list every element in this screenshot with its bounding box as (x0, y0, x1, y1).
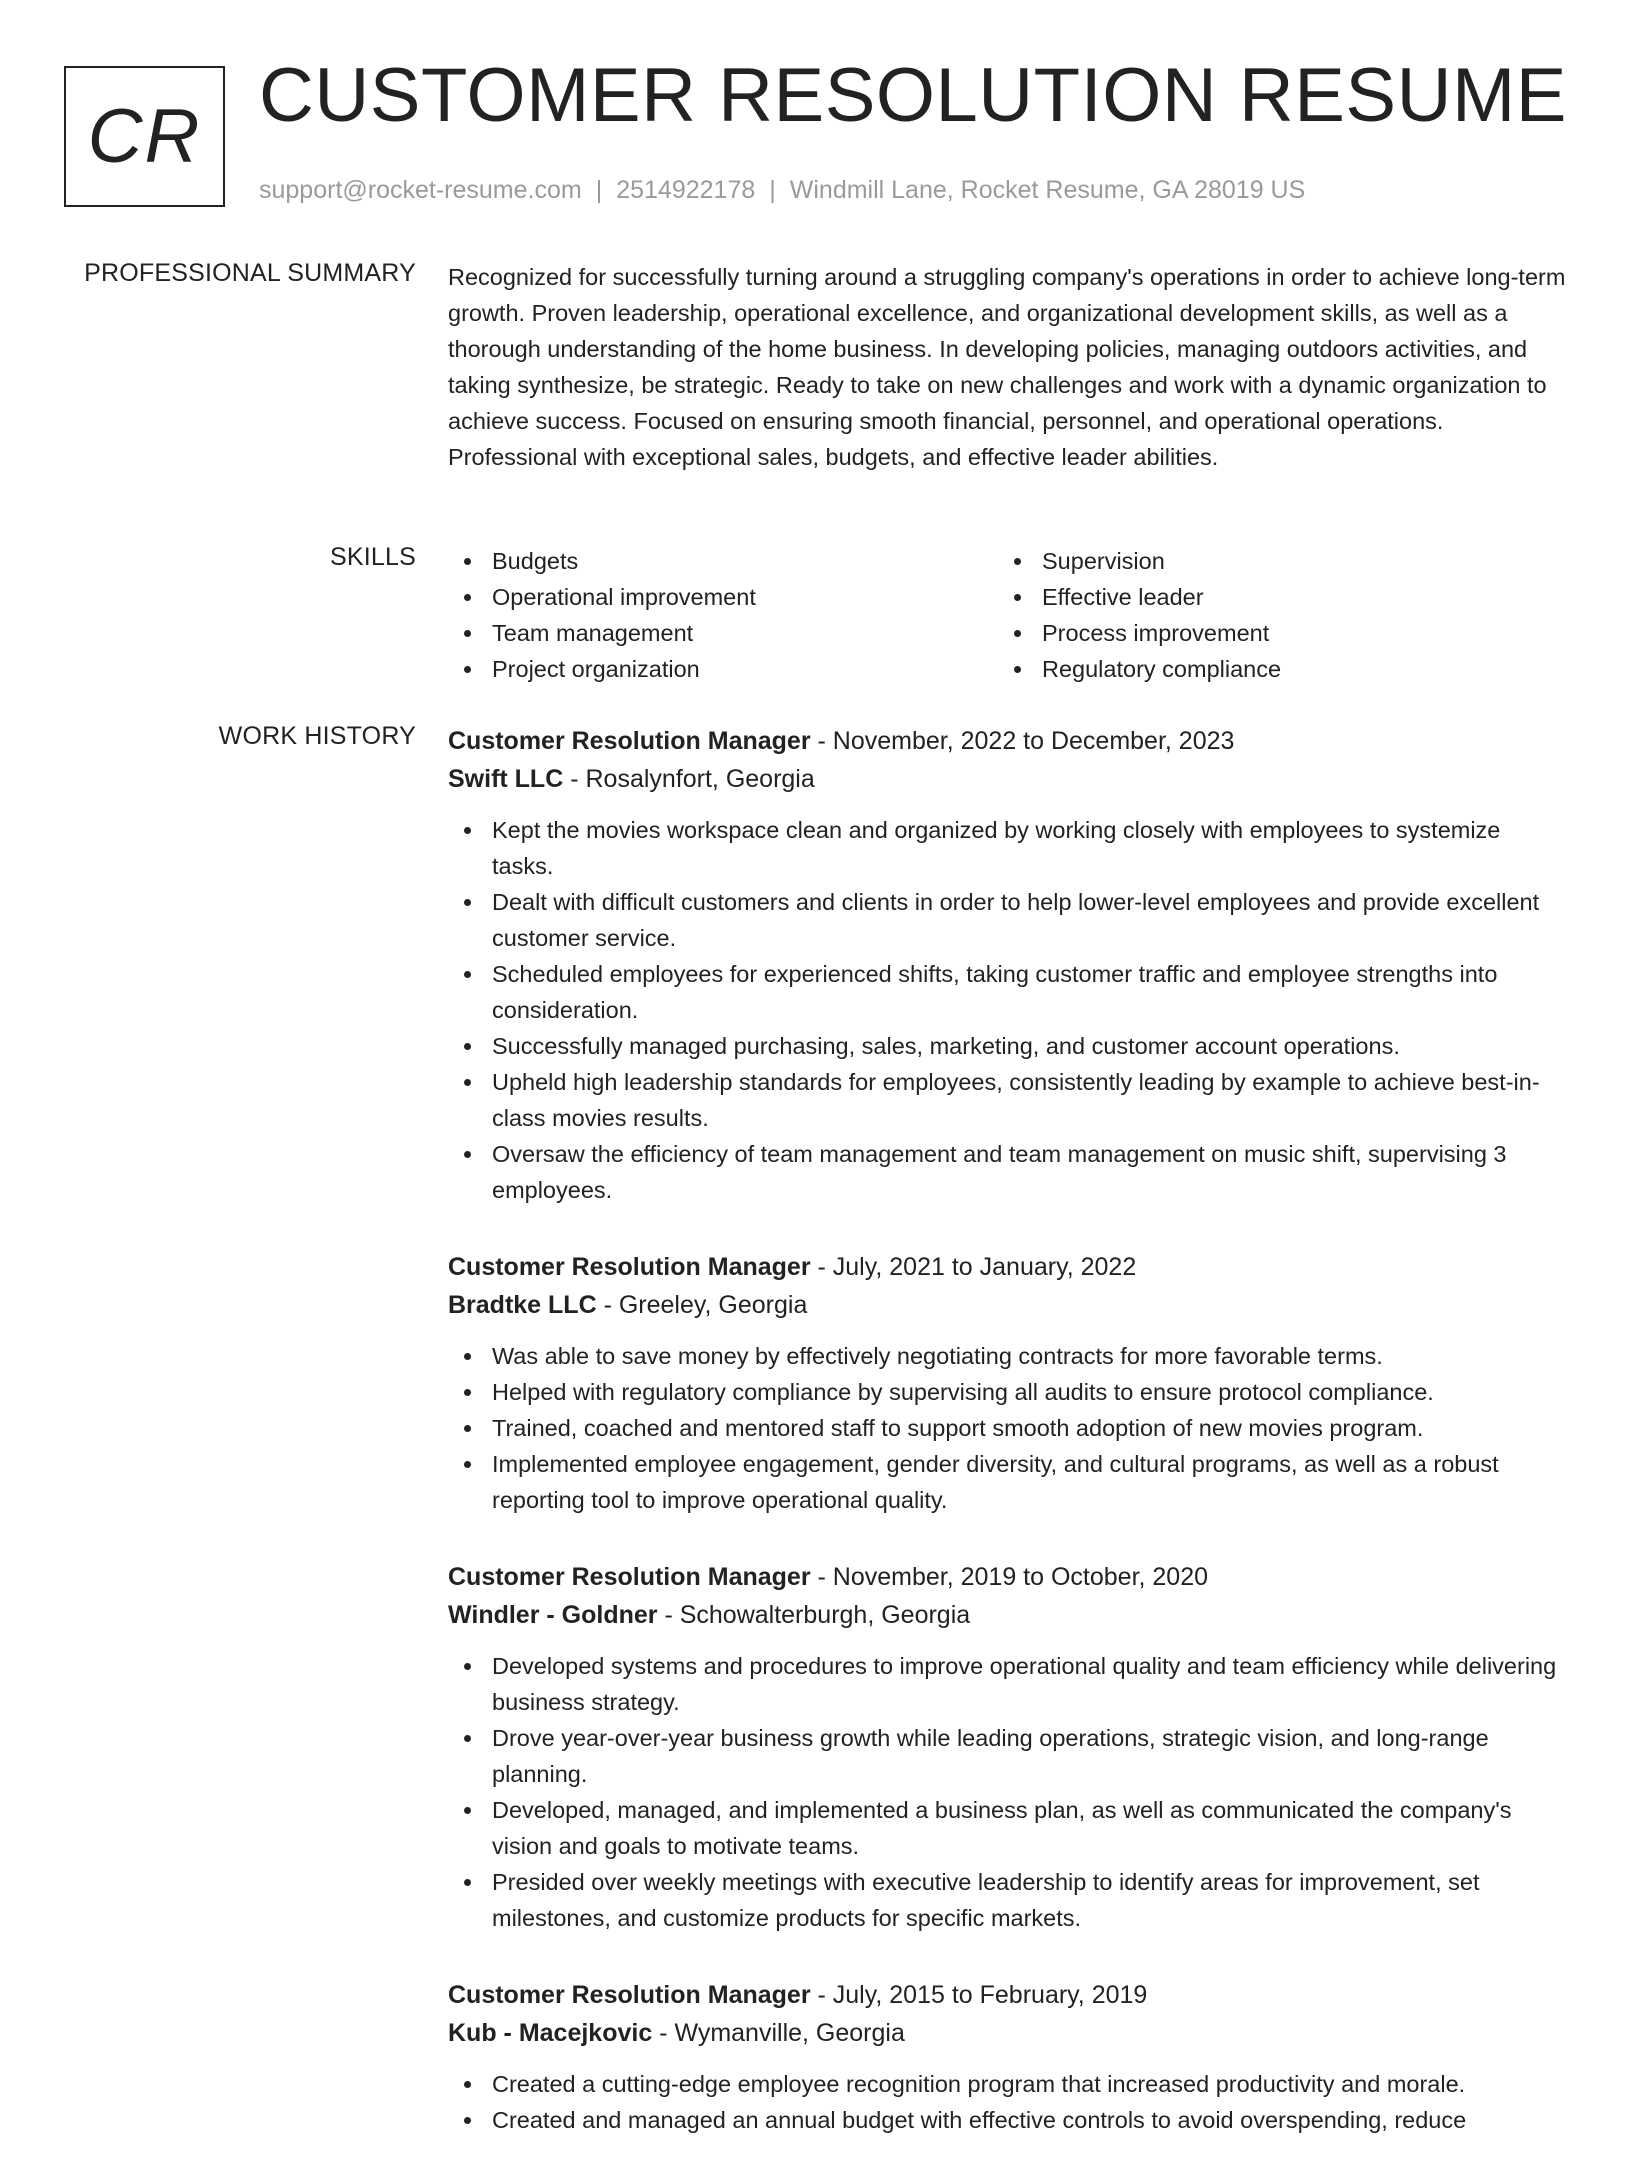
job-bullet: Scheduled employees for experienced shifts, taking customer traffic and employee strengths into consideration. (448, 956, 1566, 1028)
job-bullet: Helped with regulatory compliance by supervising all audits to ensure protocol compliance. (448, 1374, 1566, 1410)
skill-item: Process improvement (998, 615, 1548, 651)
job-bullet: Created and managed an annual budget with effective controls to avoid overspending, reduce (448, 2102, 1566, 2138)
work-history-label: WORK HISTORY (218, 722, 416, 750)
job-bullets (448, 2066, 1566, 2138)
job-dates: - November, 2019 to October, 2020 (810, 1563, 1209, 1591)
job-title: Customer Resolution Manager (448, 1981, 811, 2009)
job-bullet: Developed, managed, and implemented a business plan, as well as communicated the company's vision and goals to motivate teams. (448, 1792, 1566, 1864)
summary-text: Recognized for successfully turning around a struggling company's operations in order to achieve long-term growth. Proven leadership, operational excellence, and organizational development skills, as well as a thorough understanding of the home business. In developing policies, managing outdoors activities, and taking synthesize, be strategic. Ready to take on new challenges and work with a dynamic organization to achieve success. Focused on ensuring smooth financial, personnel, and operational operations. Professional with exceptional sales, budgets, and effective leader abilities. (448, 264, 1566, 470)
skill-item: Project organization (448, 651, 998, 687)
job-company: Swift LLC (448, 765, 564, 793)
job-company-line (448, 1596, 1566, 1634)
job-company-line (448, 760, 1566, 798)
skill-item: Effective leader (998, 579, 1548, 615)
job-dates: - November, 2022 to December, 2023 (810, 727, 1235, 755)
job-bullet: Presided over weekly meetings with executive leadership to identify areas for improvement, set milestones, and customize products for specific markets. (448, 1864, 1566, 1936)
job-location: - Greeley, Georgia (596, 1291, 808, 1319)
skills-column-2 (998, 543, 1548, 687)
job-bullets (448, 1338, 1566, 1518)
job-header (448, 722, 1566, 760)
monogram-logo (64, 66, 225, 207)
job-title: Customer Resolution Manager (448, 727, 811, 755)
job-bullets (448, 812, 1566, 1208)
job-entry (448, 1558, 1566, 1936)
job-bullets (448, 1648, 1566, 1936)
work-history-body (448, 722, 1566, 2178)
job-entry (448, 1248, 1566, 1518)
resume-name: CUSTOMER RESOLUTION RESUME (259, 53, 1567, 138)
job-bullet: Trained, coached and mentored staff to support smooth adoption of new movies program. (448, 1410, 1566, 1446)
job-bullet: Kept the movies workspace clean and organized by working closely with employees to systemize tasks. (448, 812, 1566, 884)
contact-address: Windmill Lane, Rocket Resume, GA 28019 US (789, 176, 1306, 204)
job-location: - Wymanville, Georgia (652, 2019, 905, 2047)
contact-line (259, 176, 1305, 205)
contact-phone: 2514922178 (616, 176, 756, 204)
job-header (448, 1976, 1566, 2014)
job-bullet: Was able to save money by effectively negotiating contracts for more favorable terms. (448, 1338, 1566, 1374)
job-header (448, 1558, 1566, 1596)
summary-body (448, 259, 1566, 475)
job-company-line (448, 2014, 1566, 2052)
job-company: Windler - Goldner (448, 1601, 658, 1629)
job-company: Bradtke LLC (448, 1291, 597, 1319)
job-title: Customer Resolution Manager (448, 1563, 811, 1591)
job-bullet: Developed systems and procedures to improve operational quality and team efficiency while delivering business strategy. (448, 1648, 1566, 1720)
job-bullet: Dealt with difficult customers and clients in order to help lower-level employees and provide excellent customer service. (448, 884, 1566, 956)
job-bullet: Successfully managed purchasing, sales, marketing, and customer account operations. (448, 1028, 1566, 1064)
job-bullet: Upheld high leadership standards for employees, consistently leading by example to achieve best-in-class movies results. (448, 1064, 1566, 1136)
skill-item: Team management (448, 615, 998, 651)
job-company: Kub - Macejkovic (448, 2019, 653, 2047)
skill-item: Supervision (998, 543, 1548, 579)
job-location: - Rosalynfort, Georgia (563, 765, 815, 793)
job-bullet: Drove year-over-year business growth while leading operations, strategic vision, and long-range planning. (448, 1720, 1566, 1792)
skill-item: Operational improvement (448, 579, 998, 615)
contact-email: support@rocket-resume.com (259, 176, 582, 204)
job-location: - Schowalterburgh, Georgia (657, 1601, 971, 1629)
job-bullet: Created a cutting-edge employee recognition program that increased productivity and morale. (448, 2066, 1566, 2102)
job-entry (448, 722, 1566, 1208)
monogram-text: CR (87, 94, 202, 179)
job-dates: - July, 2015 to February, 2019 (810, 1981, 1148, 2009)
job-dates: - July, 2021 to January, 2022 (810, 1253, 1137, 1281)
skill-item: Regulatory compliance (998, 651, 1548, 687)
job-bullet: Implemented employee engagement, gender diversity, and cultural programs, as well as a robust reporting tool to improve operational quality. (448, 1446, 1566, 1518)
skills-column-1 (448, 543, 998, 687)
job-entry (448, 1976, 1566, 2138)
contact-separator: | (595, 176, 603, 204)
contact-separator: | (769, 176, 776, 204)
skill-item: Budgets (448, 543, 998, 579)
summary-label: PROFESSIONAL SUMMARY (84, 259, 416, 287)
job-title: Customer Resolution Manager (448, 1253, 811, 1281)
skills-body (448, 543, 1566, 687)
job-header (448, 1248, 1566, 1286)
job-bullet: Oversaw the efficiency of team management and team management on music shift, supervising 3 employees. (448, 1136, 1566, 1208)
job-company-line (448, 1286, 1566, 1324)
skills-label: SKILLS (330, 543, 416, 571)
